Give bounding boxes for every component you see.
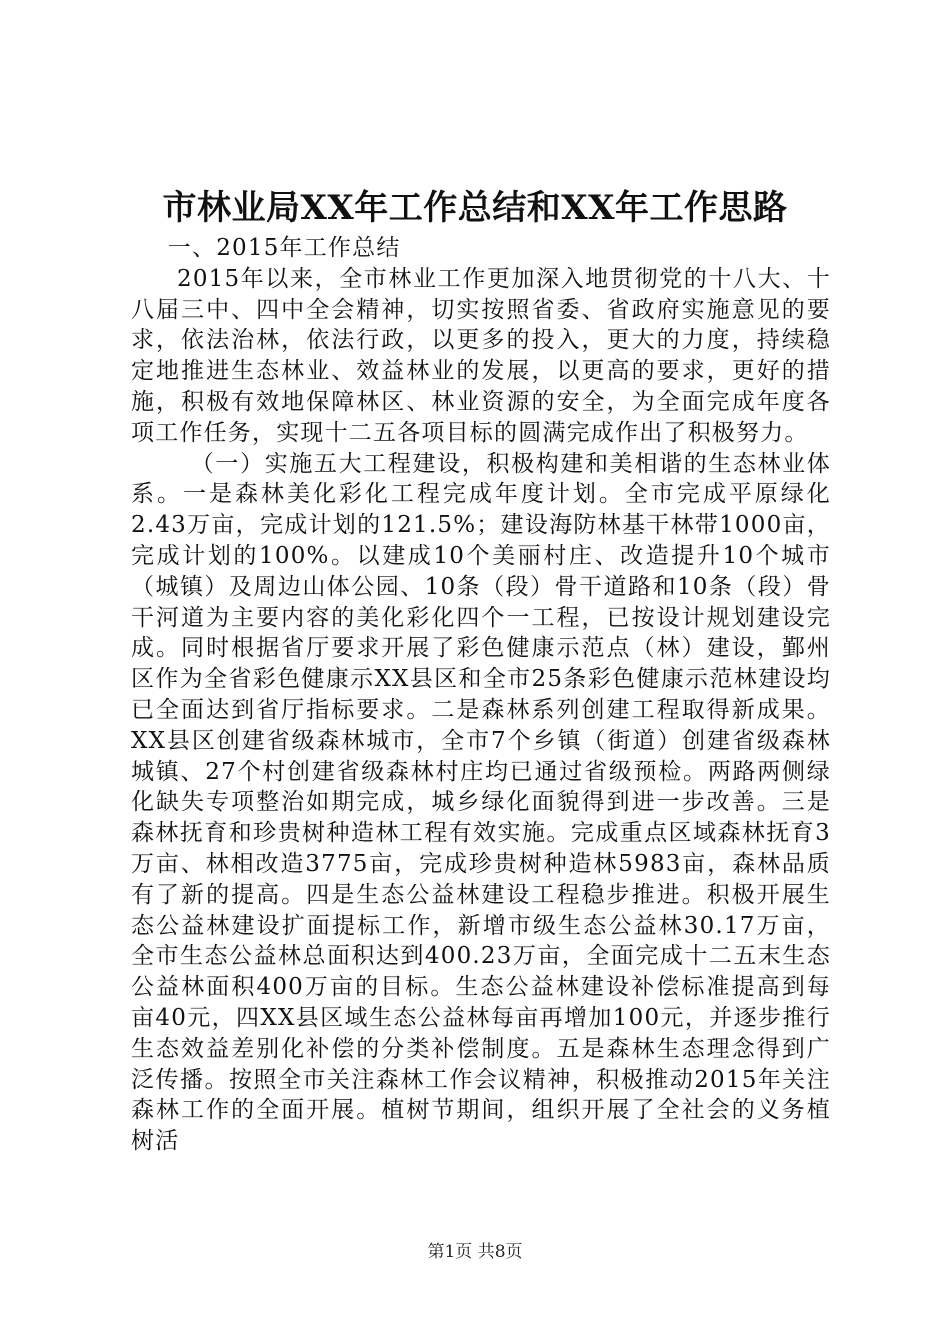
body-paragraph: （一）实施五大工程建设，积极构建和美相谐的生态林业体系。一是森林美化彩化工程完成年度计划。全市完成平原绿化2.43万亩，完成计划的121.5%；建设海防林基干林带1000亩，完成计划的100%。以建成10个美丽村庄、改造提升10个城市（城镇）及周边山体公园、10条（段）骨干道路和10条（段）骨干河道为主要内容的美化彩化四个一工程，已按设计规划建设完成。同时根据省厅要求开展了彩色健康示范点（林）建设，鄞州区作为全省彩色健康示XX县区和全市25条彩色健康示范林建设均已全面达到省厅指标要求。二是森林系列创建工程取得新成果。XX县区创建省级森林城市，全市7个乡镇（街道）创建省级森林城镇、27个村创建省级森林村庄均已通过省级预检。两路两侧绿化缺失专项整治如期完成，城乡绿化面貌得到进一步改善。三是森林抚育和珍贵树种造林工程有效实施。完成重点区域森林抚育3万亩、林相改造3775亩，完成珍贵树种造林5983亩，森林品质有了新的提高。四是生态公益林建设工程稳步推进。积极开展生态公益林建设扩面提标工作，新增市级生态公益林30.17万亩，全市生态公益林总面积达到400.23万亩，全面完成十二五末生态公益林面积400万亩的目标。生态公益林建设补偿标准提高到每亩40元，四XX县区域生态公益林每亩再增加100元，并逐步推行生态效益差别化补偿的分类补偿制度。五是森林生态理念得到广泛传播。按照全市关注森林工作会议精神，积极推动2015年关注森林工作的全面开展。植树节期间，组织开展了全社会的义务植树活 — [131, 450, 831, 1155]
page-footer — [0, 1240, 950, 1264]
section-heading: 一、2015年工作总结 — [167, 235, 401, 261]
document-title: 市林业局XX年工作总结和XX年工作思路 — [162, 188, 788, 228]
page-number: 第1页 共8页 — [427, 1242, 523, 1262]
document-body — [131, 233, 831, 1157]
body-paragraph: 2015年以来，全市林业工作更加深入地贯彻党的十八大、十八届三中、四中全会精神，切实按照省委、省政府实施意见的要求，依法治林，依法行政，以更多的投入，更大的力度，持续稳定地推进生态林业、效益林业的发展，以更高的要求，更好的措施，积极有效地保障林区、林业资源的安全，为全面完成年度各项工作任务，实现十二五各项目标的圆满完成作出了积极努力。 — [131, 265, 831, 446]
